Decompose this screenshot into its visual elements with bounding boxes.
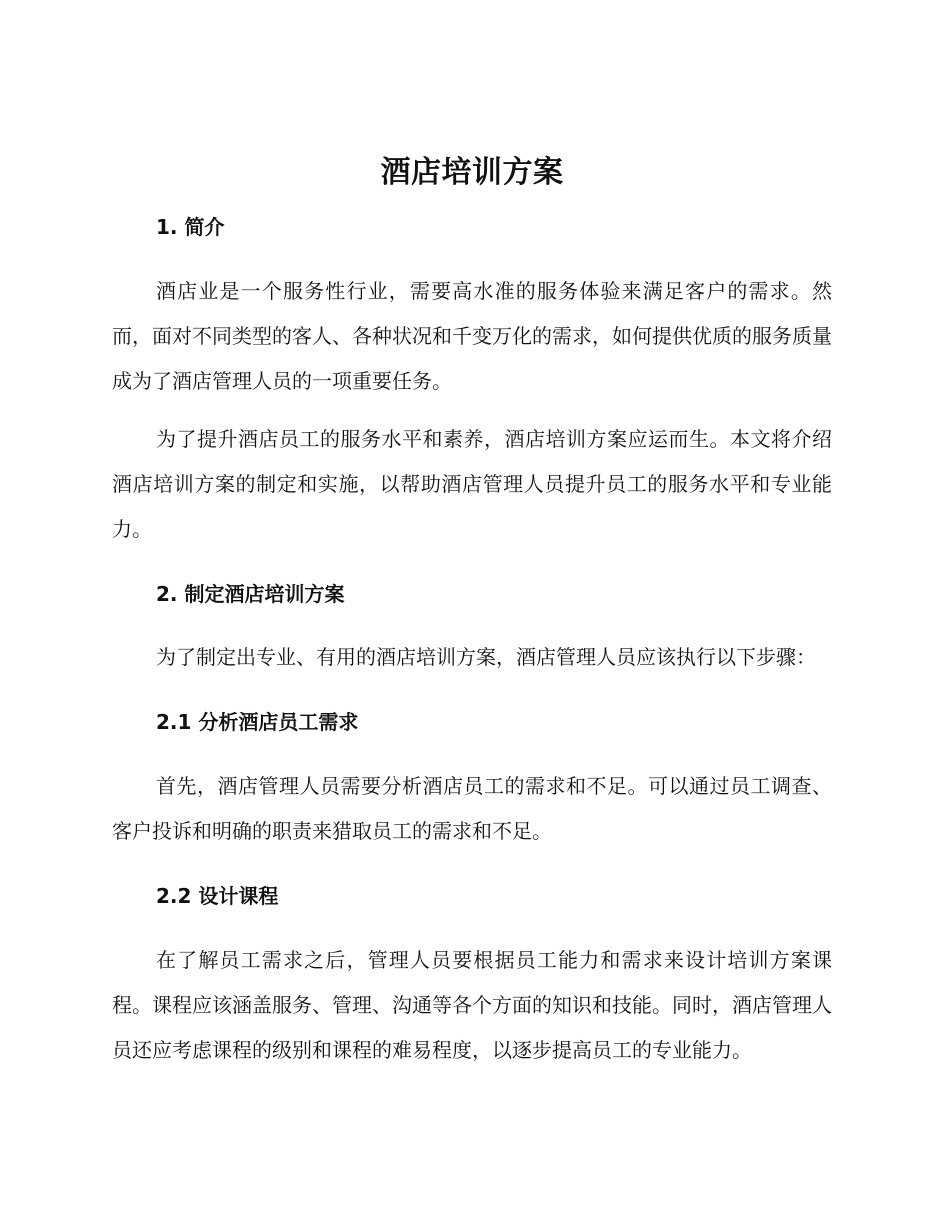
section-heading-course-design: 2.2 设计课程 <box>156 884 279 908</box>
paragraph: 首先，酒店管理人员需要分析酒店员工的需求和不足。可以通过员工调查、客户投诉和明确的职责来猎取员工的需求和不足。 <box>112 774 832 843</box>
paragraph: 为了制定出专业、有用的酒店培训方案，酒店管理人员应该执行以下步骤： <box>156 645 816 669</box>
document-body <box>112 148 832 1073</box>
section-heading-plan: 2. 制定酒店培训方案 <box>156 582 345 606</box>
paragraph: 酒店业是一个服务性行业，需要高水准的服务体验来满足客户的需求。然而，面对不同类型的客人、各种状况和千变万化的需求，如何提供优质的服务质量成为了酒店管理人员的一项重要任务。 <box>112 279 832 393</box>
section-heading-introduction: 1. 简介 <box>156 215 225 239</box>
document-title: 酒店培训方案 <box>380 155 564 190</box>
paragraph: 为了提升酒店员工的服务水平和素养，酒店培训方案应运而生。本文将介绍酒店培训方案的制定和实施，以帮助酒店管理人员提升员工的服务水平和专业能力。 <box>112 427 832 541</box>
section-heading-needs-analysis: 2.1 分析酒店员工需求 <box>156 710 359 734</box>
paragraph: 在了解员工需求之后，管理人员要根据员工能力和需求来设计培训方案课程。课程应该涵盖服务、管理、沟通等各个方面的知识和技能。同时，酒店管理人员还应考虑课程的级别和课程的难易程度，以逐步提高员工的专业能力。 <box>112 948 832 1062</box>
